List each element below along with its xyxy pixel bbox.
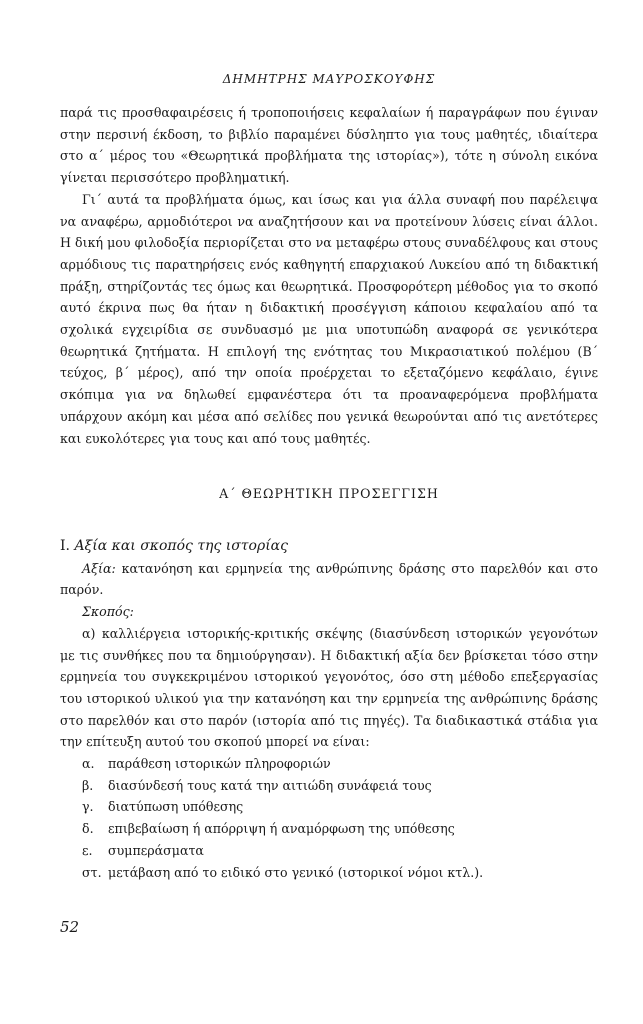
axia-text: κατανόηση και ερμηνεία της ανθρώπινης δράσης στο παρελθόν και στο παρόν.	[60, 560, 598, 598]
skopos-label-line	[60, 601, 598, 623]
list-text: επιβεβαίωση ή απόρριψη ή αναμόρφωση της υπόθεσης	[108, 821, 455, 837]
list-item	[60, 796, 598, 818]
list-marker: δ.	[82, 821, 94, 837]
list-marker: στ.	[82, 864, 102, 880]
list-text: διατύπωση υπόθεσης	[108, 799, 244, 815]
list-text: διασύνδεσή τους κατά την αιτιώδη συνάφειά τους	[108, 777, 432, 793]
list-text: συμπεράσματα	[108, 842, 204, 858]
stages-list	[60, 753, 598, 883]
page-number: 52	[60, 918, 80, 936]
axia-paragraph	[60, 558, 598, 601]
list-item	[60, 775, 598, 797]
list-item	[60, 862, 598, 884]
heading-text: Αξία και σκοπός της ιστορίας	[74, 538, 288, 554]
list-marker: β.	[82, 777, 94, 793]
page	[60, 0, 598, 1024]
paragraph-2: Γι΄ αυτά τα προβλήματα όμως, και ίσως και για άλλα συναφή που παρέλειψα να αναφέρω, αρμοδιότεροι να αναζητήσουν και να προτείνουν λύσεις είναι άλλοι. Η δική μου φιλοδοξία περιορίζεται στο να μεταφέρω στους συναδέλφους και στους αρμόδιους τις παρατηρήσεις ενός καθηγητή επαρχιακού Λυκείου από τη διδακτική πράξη, στηρίζοντάς τες όμως και θεωρητικά. Προσφορότερη μέθοδος για το σκοπό αυτό έκρινα πως θα ήταν η διδακτική προσέγγιση κάποιου κεφαλαίου από τα σχολικά εγχειρίδια σε συνδυασμό με μια υποτυπώδη αναφορά σε γενικότερα θεωρητικά ζητήματα. Η επιλογή της ενότητας του Μικρασιατικού πολέμου (Β΄ τεύχος, β΄ μέρος), από την οποία προέρχεται το εξεταζόμενο κεφάλαιο, έγινε σκόπιμα για να δηλωθεί εμφανέστερα ότι τα προαναφερόμενα προβλήματα υπάρχουν ακόμη και μέσα από σελίδες που γενικά θεωρούνται από τις ανετότερες και ευκολότερες για τους και από τους μαθητές.	[60, 191, 598, 446]
list-text: παράθεση ιστορικών πληροφοριών	[108, 756, 331, 772]
section-heading	[60, 536, 598, 558]
heading-number: Ι.	[60, 538, 70, 554]
body-text	[60, 102, 598, 449]
list-item	[60, 753, 598, 775]
list-text: μετάβαση από το ειδικό στο γενικό (ιστορικοί νόμοι κτλ.).	[108, 864, 484, 880]
list-marker: α.	[82, 756, 95, 772]
list-marker: γ.	[82, 799, 94, 815]
skopos-text: α) καλλιέργεια ιστορικής-κριτικής σκέψης (διασύνδεση ιστορικών γεγονότων με τις συνθήκες που τα δημιούργησαν). Η διδακτική αξία δεν βρίσκεται τόσο στην ερμηνεία του συγκεκριμένου ιστορικού γεγονότος, όσο στη μέθοδο επεξεργασίας του ιστορικού υλικού για την κατανόηση και την ερμηνεία της ανθρώπινης δράσης στο παρελθόν και στο παρόν (ιστορία από τις πηγές). Τα διαδικαστικά στάδια για την επίτευξη αυτού του σκοπού μπορεί να είναι:	[60, 625, 598, 750]
section-title: Α΄ ΘΕΩΡΗΤΙΚΗ ΠΡΟΣΕΓΓΙΣΗ	[219, 486, 439, 501]
paragraph-1: παρά τις προσθαφαιρέσεις ή τροποποιήσεις κεφαλαίων ή παραγράφων που έγιναν στην περσινή έκδοση, το βιβλίο παραμένει δύσληπτο για τους μαθητές, ιδιαίτερα στο α΄ μέρος του «Θεωρητικά προβλήματα της ιστορίας»), τότε η σύνολη εικόνα γίνεται περισσότερο προβληματική.	[60, 105, 598, 186]
section-content	[60, 536, 598, 883]
list-item	[60, 840, 598, 862]
axia-label: Αξία:	[82, 560, 116, 576]
running-header: ΔΗΜΗΤΡΗΣ ΜΑΥΡΟΣΚΟΥΦΗΣ	[222, 72, 436, 86]
list-item	[60, 818, 598, 840]
skopos-label: Σκοπός:	[82, 604, 134, 620]
list-marker: ε.	[82, 842, 93, 858]
